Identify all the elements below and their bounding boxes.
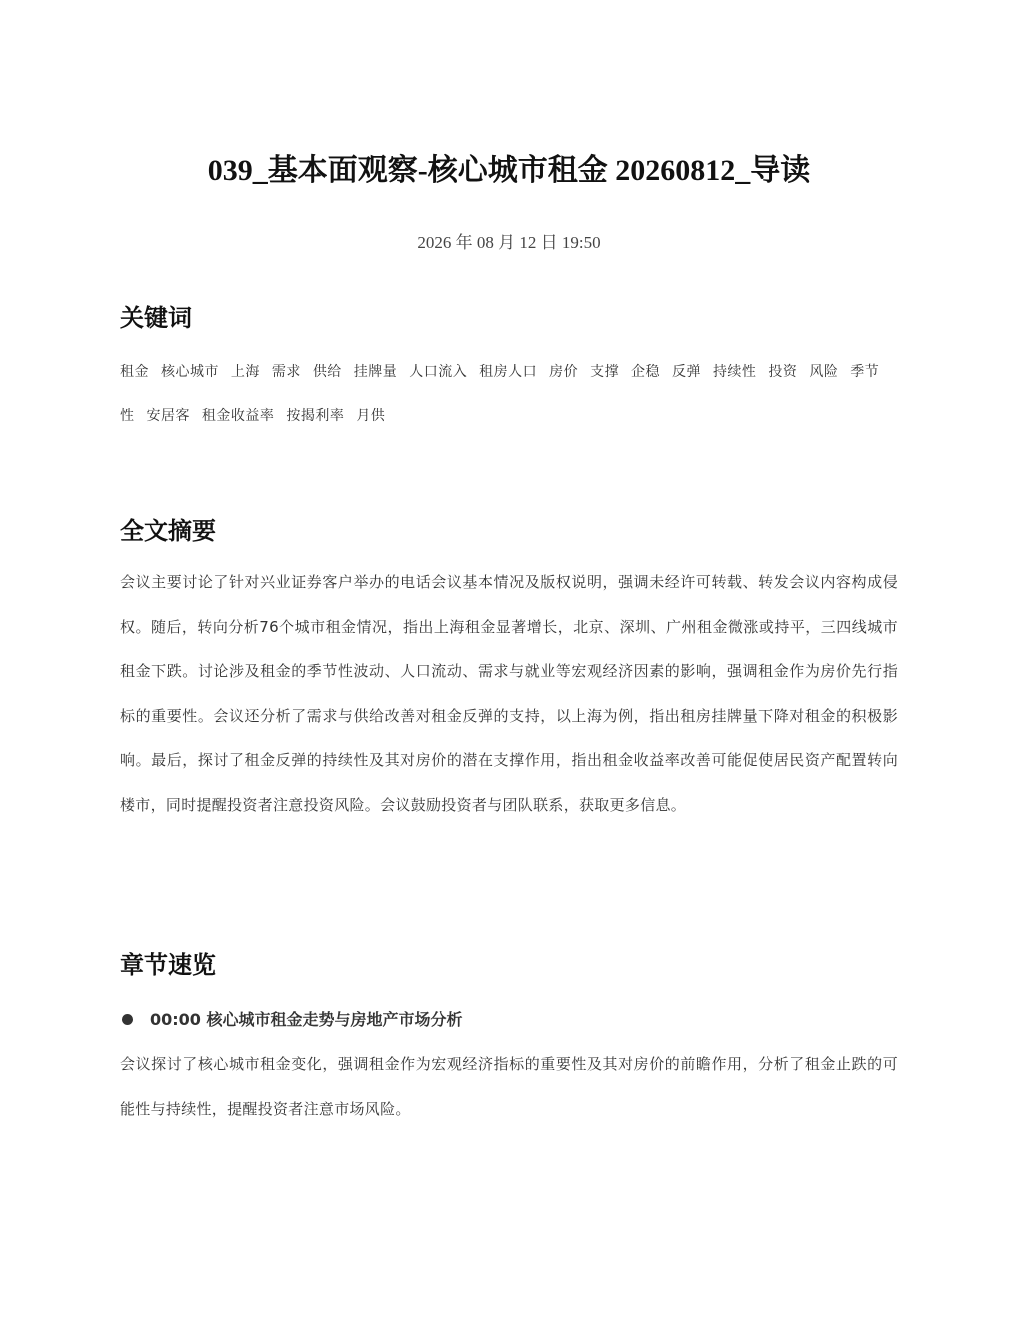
document-date: 2026 年 08 月 12 日 19:50 <box>417 233 601 252</box>
keyword: 投资 <box>768 364 798 380</box>
keyword: 持续性 <box>712 364 757 380</box>
keyword: 核心城市 <box>160 364 219 380</box>
keyword: 房价 <box>549 364 579 380</box>
summary-text: 会议主要讨论了针对兴业证券客户举办的电话会议基本情况及版权说明，强调未经许可转载、转发会议内容构成侵权。随后，转向分析76个城市租金情况，指出上海租金显著增长，北京、深圳、广州租金微涨或持平，三四线城市租金下跌。讨论涉及租金的季节性波动、人口流动、需求与就业等宏观经济因素的影响，强调租金作为房价先行指标的重要性。会议还分析了需求与供给改善对租金反弹的支持，以上海为例，指出租房挂牌量下降对租金的积极影响。最后，探讨了租金反弹的持续性及其对房价的潜在支撑作用，指出租金收益率改善可能促使居民资产配置转向楼市，同时提醒投资者注意投资风险。会议鼓励投资者与团队联系，获取更多信息。 <box>120 573 898 814</box>
chapters-heading: 章节速览 <box>120 951 216 979</box>
keyword: 风险 <box>809 364 839 380</box>
keyword: 租房人口 <box>479 364 538 380</box>
document-title: 039_基本面观察-核心城市租金 20260812_导读 <box>207 154 811 187</box>
summary-heading: 全文摘要 <box>120 517 216 545</box>
keyword: 季节性 <box>120 364 880 424</box>
chapter-item <box>120 1004 898 1036</box>
keyword: 供给 <box>312 364 342 380</box>
keywords-list <box>120 350 898 438</box>
bullet-icon <box>122 1014 133 1025</box>
keyword: 企稳 <box>631 364 661 380</box>
keywords-heading: 关键词 <box>120 304 192 332</box>
chapter-title: 核心城市租金走势与房地产市场分析 <box>206 1010 463 1029</box>
chapter-heading <box>150 1004 463 1036</box>
keyword: 月供 <box>356 408 386 424</box>
keyword: 租金收益率 <box>201 408 275 424</box>
chapter-summary: 会议探讨了核心城市租金变化，强调租金作为宏观经济指标的重要性及其对房价的前瞻作用，分析了租金止跌的可能性与持续性，提醒投资者注意市场风险。 <box>120 1055 898 1118</box>
keyword: 安居客 <box>146 408 190 424</box>
keyword: 按揭利率 <box>286 408 345 424</box>
keyword: 人口流入 <box>409 364 468 380</box>
keyword: 需求 <box>271 364 301 380</box>
keyword: 挂牌量 <box>353 364 398 380</box>
chapter-time: 00:00 <box>150 1010 201 1029</box>
keyword: 反弹 <box>671 364 701 380</box>
keyword: 租金 <box>120 364 149 380</box>
keyword: 支撑 <box>590 364 620 380</box>
keyword: 上海 <box>230 364 260 380</box>
